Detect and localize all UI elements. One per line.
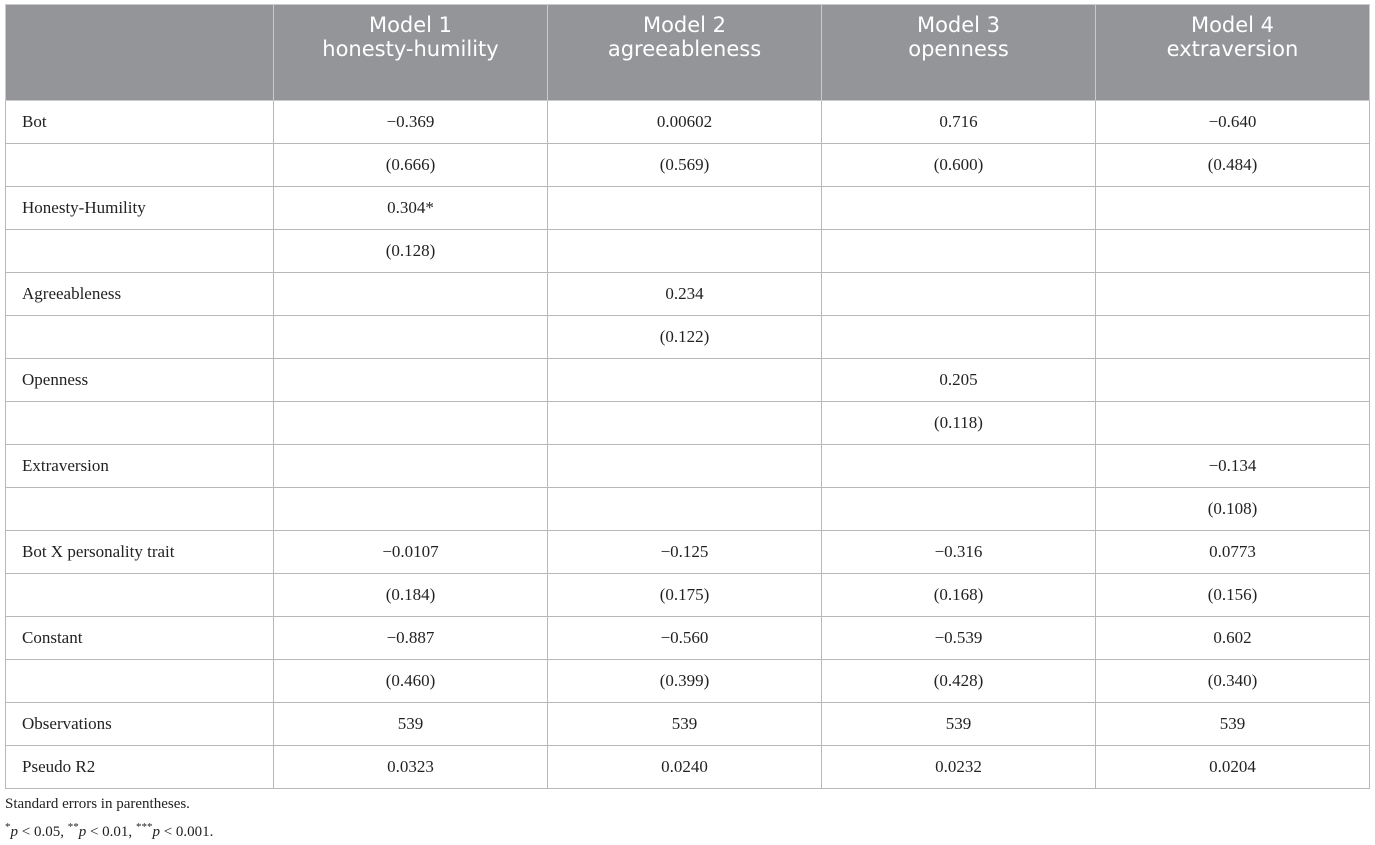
- header-cell-model-4: [1096, 5, 1370, 101]
- table-cell: (0.168): [822, 574, 1096, 617]
- table-cell: [1096, 316, 1370, 359]
- table-cell: 539: [274, 703, 548, 746]
- table-cell: [1096, 273, 1370, 316]
- table-cell: 0.304*: [274, 187, 548, 230]
- row-label: [6, 402, 274, 445]
- significance-stars: **: [67, 821, 79, 833]
- p-symbol: p: [10, 824, 18, 840]
- table-cell: [274, 402, 548, 445]
- table-cell: −0.560: [548, 617, 822, 660]
- table-notes: [5, 793, 213, 844]
- table-cell: (0.108): [1096, 488, 1370, 531]
- table-cell: 539: [822, 703, 1096, 746]
- header-cell-blank: [6, 5, 274, 101]
- significance-stars: *: [5, 821, 11, 833]
- row-label: [6, 488, 274, 531]
- table-cell: 539: [548, 703, 822, 746]
- header-model-number: Model 4: [1190, 13, 1275, 37]
- row-label: Observations: [6, 703, 274, 746]
- p-threshold: < 0.05,: [18, 824, 68, 840]
- table-cell: (0.122): [548, 316, 822, 359]
- row-label: [6, 144, 274, 187]
- table-cell: 0.602: [1096, 617, 1370, 660]
- table-row: [6, 488, 1370, 531]
- table-cell: (0.118): [822, 402, 1096, 445]
- row-label: Bot X personality trait: [6, 531, 274, 574]
- table-cell: 0.234: [548, 273, 822, 316]
- significance-stars: ***: [135, 821, 153, 833]
- row-label: [6, 574, 274, 617]
- header-model-trait: openness: [908, 37, 1009, 61]
- table-cell: [548, 187, 822, 230]
- table-cell: [548, 402, 822, 445]
- table-cell: 0.205: [822, 359, 1096, 402]
- table-cell: [548, 359, 822, 402]
- p-threshold: < 0.01,: [86, 824, 136, 840]
- table-cell: [822, 445, 1096, 488]
- table-cell: −0.316: [822, 531, 1096, 574]
- table-cell: 0.0232: [822, 746, 1096, 789]
- table-cell: −0.887: [274, 617, 548, 660]
- table-cell: [1096, 230, 1370, 273]
- row-label: Constant: [6, 617, 274, 660]
- table-cell: (0.600): [822, 144, 1096, 187]
- table-cell: 0.00602: [548, 101, 822, 144]
- table-row: [6, 273, 1370, 316]
- table-cell: (0.184): [274, 574, 548, 617]
- table-row: [6, 101, 1370, 144]
- table-header: [6, 5, 1370, 101]
- table-cell: [274, 273, 548, 316]
- table-cell: 0.0240: [548, 746, 822, 789]
- table-row: [6, 402, 1370, 445]
- table-cell: 0.0323: [274, 746, 548, 789]
- table-cell: [274, 316, 548, 359]
- table-cell: [822, 273, 1096, 316]
- table-cell: −0.125: [548, 531, 822, 574]
- row-label: Openness: [6, 359, 274, 402]
- table-cell: [548, 445, 822, 488]
- table-cell: [1096, 187, 1370, 230]
- table-row: [6, 445, 1370, 488]
- table-cell: (0.666): [274, 144, 548, 187]
- table-cell: (0.484): [1096, 144, 1370, 187]
- table-cell: 0.716: [822, 101, 1096, 144]
- header-cell-model-1: [274, 5, 548, 101]
- notes-significance: [5, 816, 213, 844]
- table-cell: [274, 488, 548, 531]
- row-label: [6, 660, 274, 703]
- table-cell: [274, 445, 548, 488]
- header-cell-model-3: [822, 5, 1096, 101]
- table-cell: [1096, 402, 1370, 445]
- table-row: [6, 703, 1370, 746]
- table-cell: (0.128): [274, 230, 548, 273]
- table-row: [6, 359, 1370, 402]
- table-cell: 0.0773: [1096, 531, 1370, 574]
- table-cell: (0.569): [548, 144, 822, 187]
- table-row: [6, 230, 1370, 273]
- table-cell: (0.428): [822, 660, 1096, 703]
- table-row: [6, 316, 1370, 359]
- row-label: Agreeableness: [6, 273, 274, 316]
- table-cell: [1096, 359, 1370, 402]
- row-label: [6, 230, 274, 273]
- table-row: [6, 746, 1370, 789]
- regression-table-container: [5, 4, 1369, 789]
- regression-table: [5, 4, 1370, 789]
- header-model-number: Model 1: [368, 13, 453, 37]
- table-cell: −0.0107: [274, 531, 548, 574]
- table-cell: [822, 230, 1096, 273]
- table-cell: (0.460): [274, 660, 548, 703]
- table-cell: (0.156): [1096, 574, 1370, 617]
- table-cell: [822, 488, 1096, 531]
- header-row: [6, 5, 1370, 101]
- table-cell: [548, 488, 822, 531]
- table-cell: (0.175): [548, 574, 822, 617]
- notes-standard-errors: Standard errors in parentheses.: [5, 796, 190, 812]
- table-cell: −0.640: [1096, 101, 1370, 144]
- row-label: Bot: [6, 101, 274, 144]
- table-cell: 0.0204: [1096, 746, 1370, 789]
- table-cell: (0.340): [1096, 660, 1370, 703]
- table-cell: [822, 187, 1096, 230]
- table-cell: [274, 359, 548, 402]
- table-cell: −0.369: [274, 101, 548, 144]
- row-label: Honesty-Humility: [6, 187, 274, 230]
- table-row: [6, 531, 1370, 574]
- header-model-trait: honesty-humility: [322, 37, 499, 61]
- table-cell: (0.399): [548, 660, 822, 703]
- table-row: [6, 617, 1370, 660]
- table-cell: 539: [1096, 703, 1370, 746]
- row-label: Pseudo R2: [6, 746, 274, 789]
- row-label: Extraversion: [6, 445, 274, 488]
- p-threshold: < 0.001.: [159, 824, 214, 840]
- row-label: [6, 316, 274, 359]
- header-model-number: Model 3: [916, 13, 1001, 37]
- table-row: [6, 660, 1370, 703]
- p-symbol: p: [152, 824, 160, 840]
- p-symbol: p: [78, 824, 87, 840]
- table-row: [6, 144, 1370, 187]
- header-model-trait: extraversion: [1166, 37, 1299, 61]
- header-model-trait: agreeableness: [607, 37, 762, 61]
- header-cell-model-2: [548, 5, 822, 101]
- table-row: [6, 574, 1370, 617]
- header-model-number: Model 2: [642, 13, 727, 37]
- table-cell: −0.539: [822, 617, 1096, 660]
- table-cell: [548, 230, 822, 273]
- table-cell: −0.134: [1096, 445, 1370, 488]
- table-cell: [822, 316, 1096, 359]
- table-row: [6, 187, 1370, 230]
- table-body: [6, 101, 1370, 789]
